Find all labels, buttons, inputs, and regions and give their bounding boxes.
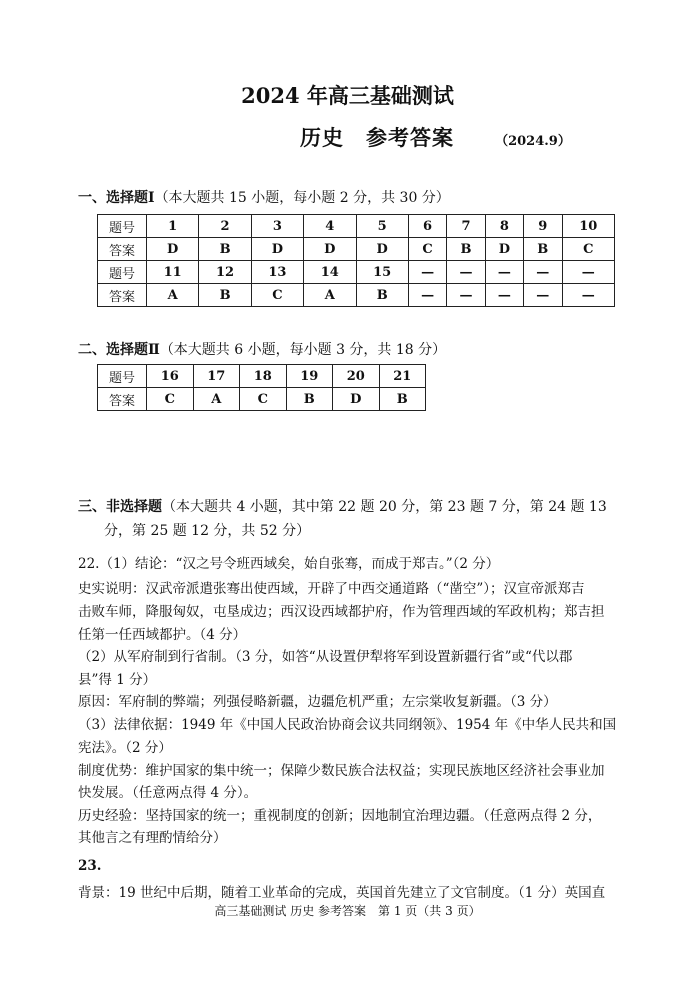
answer-cell: B [199, 238, 251, 261]
table-row [98, 238, 615, 261]
q23-number: 23. [78, 858, 102, 874]
exam-date: （2024.9） [495, 134, 571, 149]
question-number: — [408, 261, 446, 284]
q22-line-13: 其他言之有理酌情给分） [78, 830, 227, 846]
q22-line-8: （3）法律依据：1949 年《中国人民政治协商会议共同纲领》、1954 年《中华人民共和国 [78, 717, 617, 733]
q22-line-5: （2）从军府制到行省制。（3 分，如答“从设置伊犁将军到设置新疆行省”或“代以郡 [78, 649, 573, 665]
question-number: 18 [240, 365, 287, 388]
section3-desc-line1: （本大题共 4 小题，其中第 22 题 20 分，第 23 题 7 分，第 24 题 13 [162, 499, 607, 515]
q22-line-1: 22.（1）结论：“汉之号令班西域矣，始自张骞，而成于郑吉。”（2 分） [78, 556, 500, 572]
answer-cell: B [356, 284, 408, 307]
answer-cell: C [562, 238, 615, 261]
q22-line-2: 史实说明：汉武帝派遣张骞出使西域，开辟了中西交通道路（“凿空”）；汉宣帝派郑吉 [78, 581, 585, 597]
row-label-answer: 答案 [98, 238, 147, 261]
section1-heading [78, 187, 450, 207]
answer-cell: — [562, 284, 615, 307]
answer-cell: — [524, 284, 562, 307]
row-label-question: 题号 [98, 261, 147, 284]
answer-cell: B [447, 238, 485, 261]
answer-cell: C [147, 388, 194, 411]
row-label-question: 题号 [98, 365, 147, 388]
question-number: 1 [147, 215, 199, 238]
question-number: 21 [379, 365, 426, 388]
question-number: 6 [408, 215, 446, 238]
answer-cell: B [524, 238, 562, 261]
answer-cell: B [286, 388, 333, 411]
question-number: 17 [193, 365, 240, 388]
q22-line-7: 原因：军府制的弊端；列强侵略新疆，边疆危机严重；左宗棠收复新疆。（3 分） [78, 694, 557, 710]
section2-label: 二、选择题Ⅱ [78, 342, 160, 358]
answer-cell: C [251, 284, 303, 307]
q22-line-9: 宪法》。（2 分） [78, 740, 172, 756]
row-label-question: 题号 [98, 215, 147, 238]
question-number: 12 [199, 261, 251, 284]
question-number: — [524, 261, 562, 284]
question-number: 15 [356, 261, 408, 284]
answer-cell: D [147, 238, 199, 261]
question-number: 5 [356, 215, 408, 238]
answer-cell: — [447, 284, 485, 307]
table-row [98, 261, 615, 284]
section3-heading [78, 496, 607, 516]
answer-cell: A [304, 284, 356, 307]
answer-table-2 [97, 364, 426, 411]
question-number: 11 [147, 261, 199, 284]
question-number: 16 [147, 365, 194, 388]
question-number: — [485, 261, 523, 284]
answer-cell: B [199, 284, 251, 307]
question-number: — [447, 261, 485, 284]
answer-cell: C [408, 238, 446, 261]
question-number: 2 [199, 215, 251, 238]
q22-line-11: 快发展。（任意两点得 4 分）。 [78, 785, 258, 801]
row-label-answer: 答案 [98, 388, 147, 411]
question-number: 10 [562, 215, 615, 238]
answer-cell: B [379, 388, 426, 411]
answer-cell: D [333, 388, 380, 411]
table-row [98, 388, 426, 411]
question-number: 9 [524, 215, 562, 238]
q22-line-4: 任第一任西域都护。（4 分） [78, 627, 247, 643]
table-row [98, 284, 615, 307]
section1-desc: （本大题共 15 小题，每小题 2 分，共 30 分） [154, 190, 450, 206]
section3-desc-line2: 分，第 25 题 12 分，共 52 分） [104, 523, 311, 539]
question-number: 13 [251, 261, 303, 284]
question-number: 14 [304, 261, 356, 284]
question-number: 4 [304, 215, 356, 238]
page-footer: 高三基础测试 历史 参考答案 第 1 页（共 3 页） [214, 904, 481, 918]
answer-cell: — [408, 284, 446, 307]
row-label-answer: 答案 [98, 284, 147, 307]
subtitle-row [300, 122, 571, 152]
table-row [98, 365, 426, 388]
answer-cell: A [193, 388, 240, 411]
section3-label: 三、非选择题 [78, 499, 162, 515]
answer-cell: A [147, 284, 199, 307]
q22-line-10: 制度优势：维护国家的集中统一；保障少数民族合法权益；实现民族地区经济社会事业加 [78, 763, 605, 779]
table-row [98, 215, 615, 238]
answer-cell: — [485, 284, 523, 307]
answer-cell: C [240, 388, 287, 411]
answer-table-1 [97, 214, 615, 307]
section1-label: 一、选择题Ⅰ [78, 190, 155, 206]
subtitle: 历史 参考答案 [300, 125, 454, 150]
question-number: 8 [485, 215, 523, 238]
question-number: 19 [286, 365, 333, 388]
answer-cell: D [356, 238, 408, 261]
answer-cell: D [485, 238, 523, 261]
page-title: 2024 年高三基础测试 [241, 83, 454, 108]
answer-cell: D [251, 238, 303, 261]
q22-line-3: 击败车师，降服匈奴，屯垦成边；西汉设西域都护府，作为管理西域的军政机构；郑吉担 [78, 604, 605, 620]
q22-line-6: 县”得 1 分） [78, 672, 157, 688]
q22-line-12: 历史经验：坚持国家的统一；重视制度的创新；因地制宜治理边疆。（任意两点得 2 分， [78, 808, 602, 824]
section2-desc: （本大题共 6 小题，每小题 3 分，共 18 分） [159, 342, 447, 358]
question-number: — [562, 261, 615, 284]
q23-line-1: 背景：19 世纪中后期，随着工业革命的完成，英国首先建立了文官制度。（1 分）英国直 [78, 885, 606, 901]
question-number: 3 [251, 215, 303, 238]
section2-heading [78, 339, 446, 359]
question-number: 7 [447, 215, 485, 238]
question-number: 20 [333, 365, 380, 388]
answer-cell: D [304, 238, 356, 261]
